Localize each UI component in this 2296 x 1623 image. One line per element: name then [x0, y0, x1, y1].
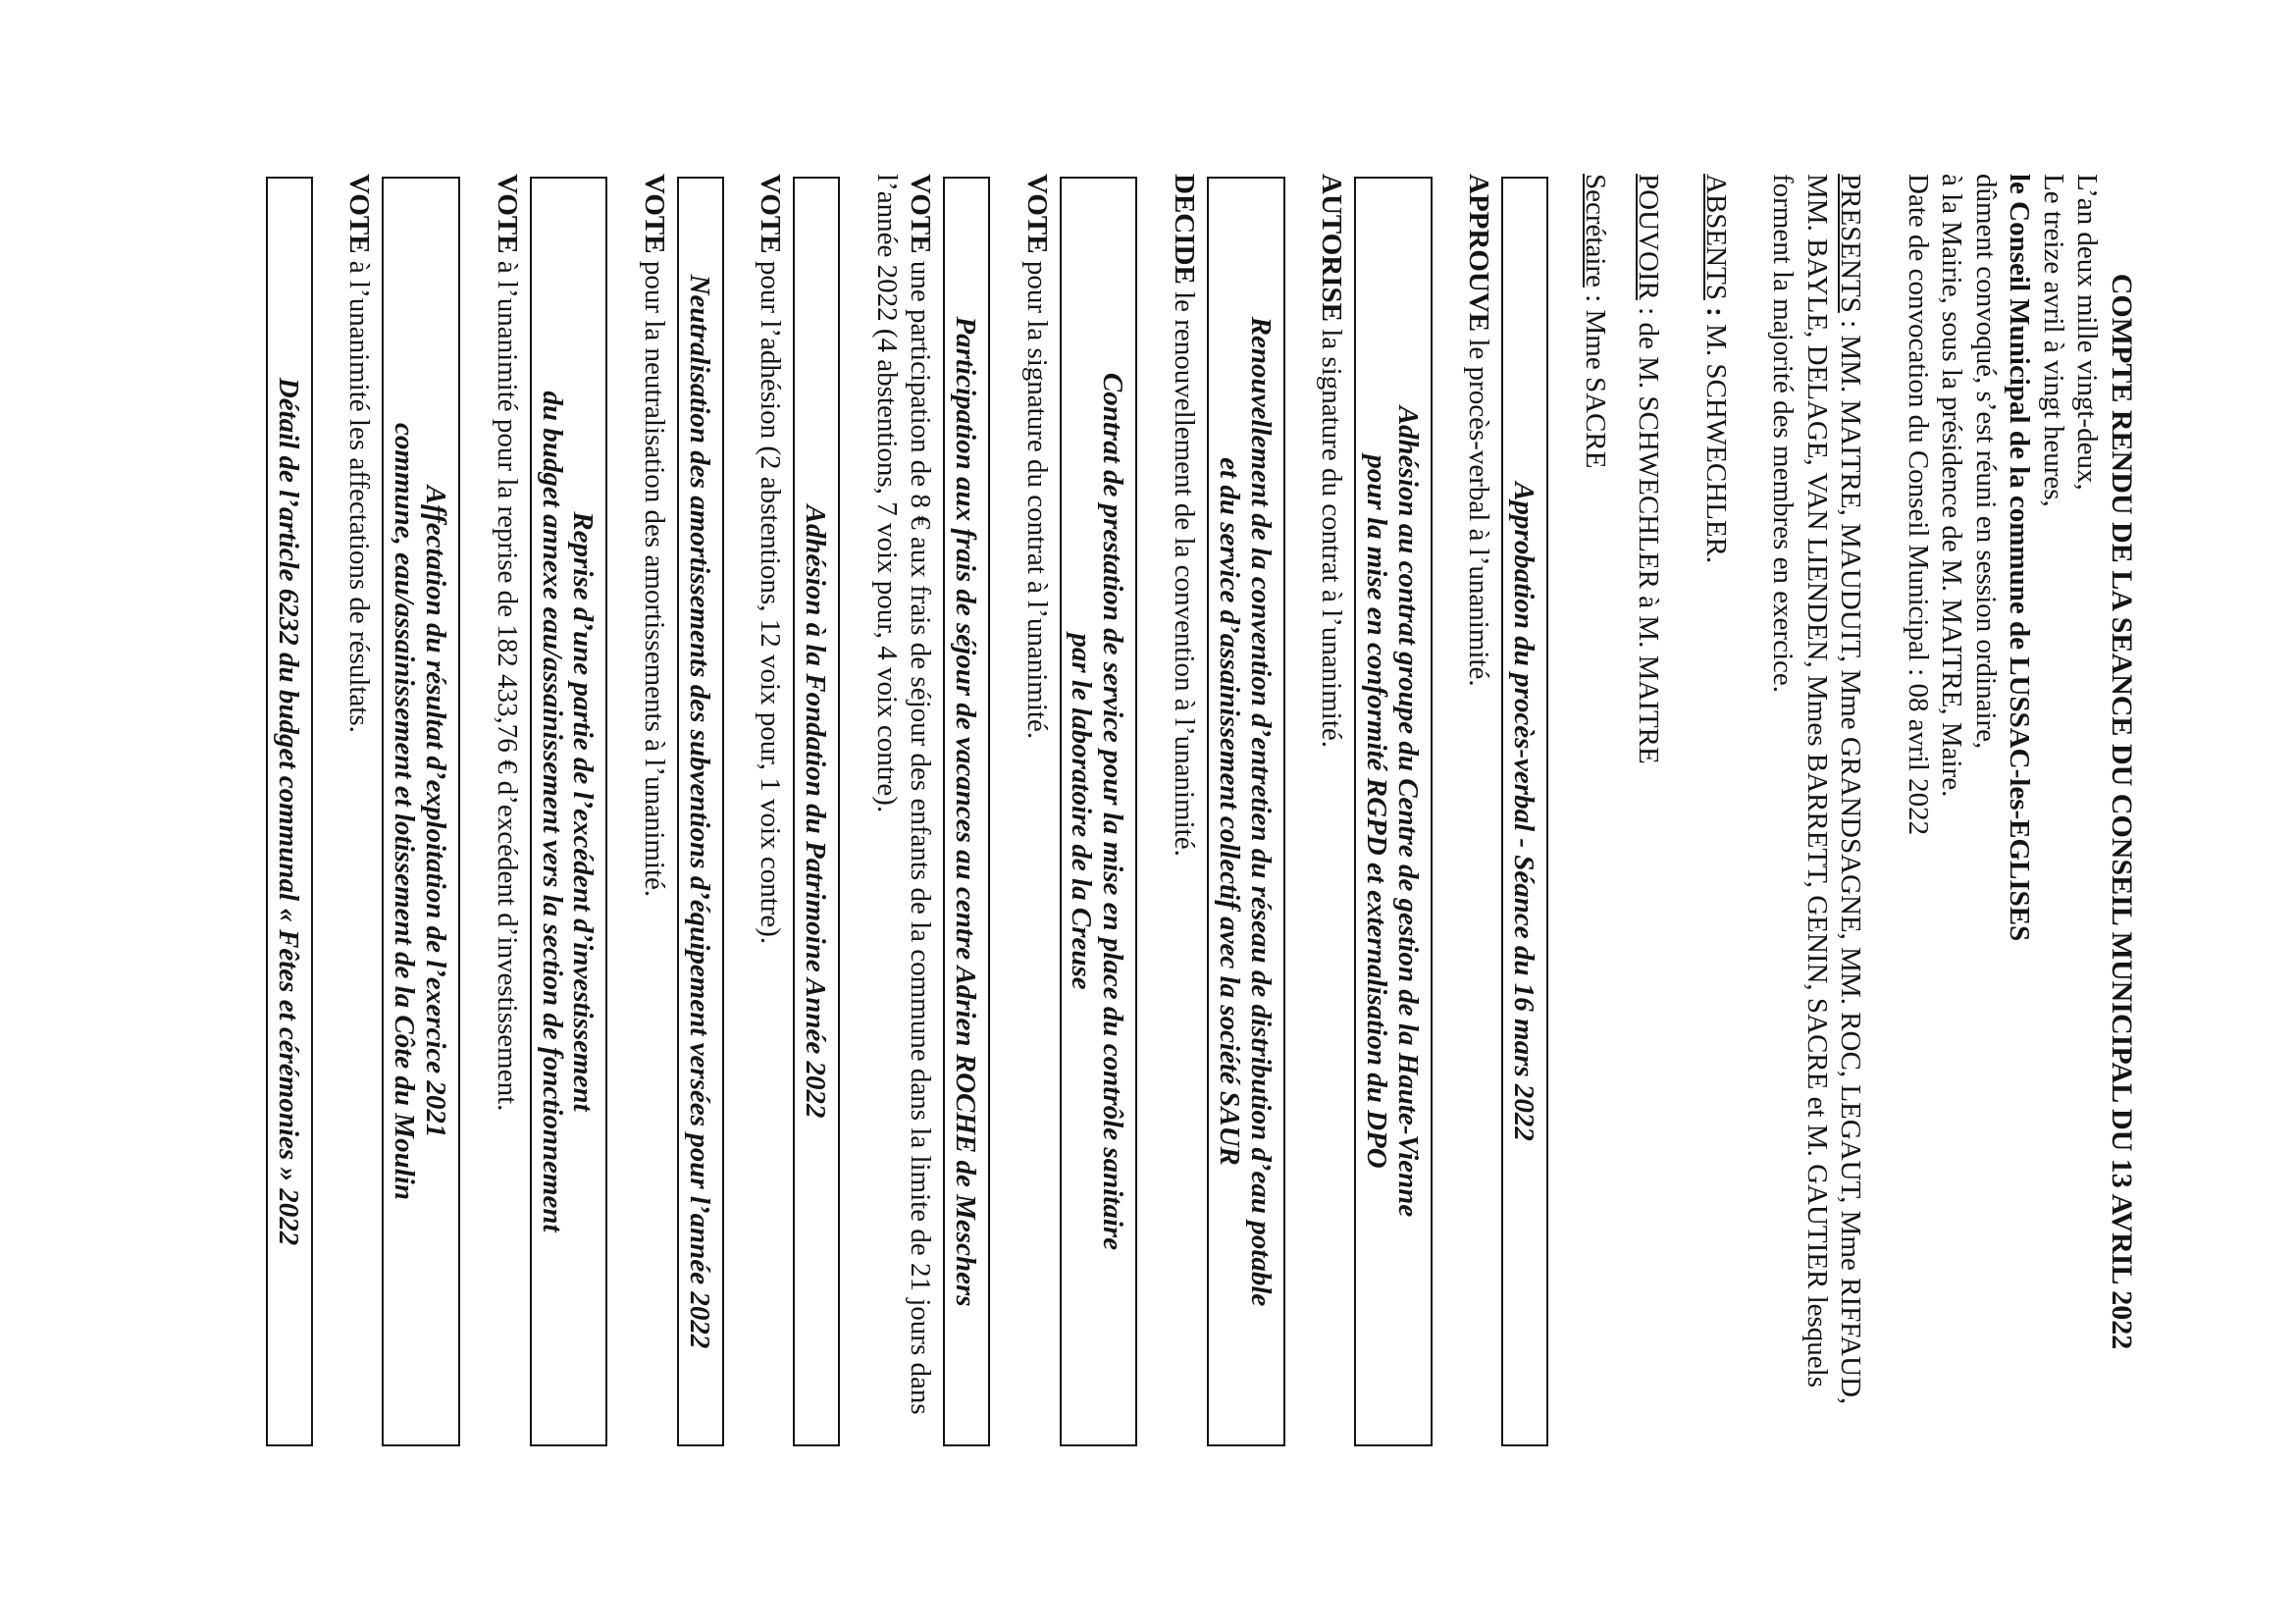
- decision-text: à l’unanimité les affectations de résultats.: [343, 253, 376, 733]
- section-heading-line: et du service d’assainissement collectif avec la société SAUR: [1213, 457, 1245, 1166]
- section-heading-line: commune, eau/assainissement et lotissement de la Côte du Moulin: [389, 423, 421, 1200]
- decision-text: une participation de 8 € aux frais de séjour des enfants de la commune dans la limite de 21 jours dans l’année 2022 (4 abstentions, 7 voix pour, 4 voix contre).: [870, 174, 937, 1415]
- decision-keyword: DECIDE: [1168, 174, 1200, 285]
- section-decision: [637, 174, 671, 1449]
- convocation-date: Date de convocation du Conseil Municipal : 08 avril 2022: [1902, 174, 1934, 836]
- decision-text: le renouvellement de la convention à l’unanimité.: [1168, 284, 1200, 857]
- pouvoir-label: POUVOIR: [1633, 174, 1665, 300]
- section-heading-line: Participation aux frais de séjour de vacances au centre Adrien ROCHE de Meschers: [950, 316, 982, 1307]
- section-decision: [1167, 174, 1201, 1449]
- document-title: COMPTE RENDU DE LA SEANCE DU CONSEIL MUNICIPAL DU 13 AVRIL 2022: [2106, 273, 2138, 1350]
- absents-paragraph: [1698, 174, 1733, 1449]
- presents-text: : MM. MAITRE, MAUDUIT, Mme GRANDSAGNE, MM. ROC, LEGAUT, Mme RIFFAUD, MM. BAYLE, DELAGE, VAN LIENDEN, Mmes BARRETT, GENIN, SACRE et M. GAUTIER lesquels forment la majorité des membres en exercice.: [1767, 174, 1867, 1405]
- pouvoir-text: : de M. SCHWECHLER à M. MAITRE: [1633, 299, 1665, 764]
- section-heading-line: Détail de l’article 6232 du budget communal « Fêtes et cérémonies » 2022: [272, 377, 304, 1246]
- section-decision: [869, 174, 937, 1449]
- decision-text: à l’unanimité pour la reprise de 182 433,76 € d’excédent d’investissement.: [491, 253, 523, 1112]
- section-heading-box: [1207, 177, 1285, 1446]
- section-heading-box: [382, 177, 460, 1446]
- presents-paragraph: [1766, 174, 1868, 1449]
- section-heading-line: pour la mise en conformité RGPD et externalisation du DPO: [1361, 454, 1393, 1169]
- section-heading-line: Renouvellement de la convention d’entretien du réseau de distribution d’eau potable: [1244, 316, 1277, 1307]
- decision-keyword: VOTE: [905, 174, 937, 254]
- section-decision: [490, 174, 524, 1449]
- decision-text: le procès-verbal à l’unanimité.: [1463, 332, 1495, 687]
- section-heading-box: [677, 177, 724, 1446]
- preamble-line: à la Mairie, sous la présidence de M. MAITRE, Maire.: [1936, 174, 1968, 798]
- section-decision: [1019, 174, 1054, 1449]
- secretaire-text: : Mme SACRE: [1579, 287, 1611, 469]
- decision-keyword: VOTE: [491, 174, 523, 254]
- decision-text: pour la signature du contrat à l’unanimité.: [1020, 253, 1053, 740]
- section-heading-line: par le laboratoire de la Creuse: [1066, 633, 1098, 990]
- section-heading-line: Approbation du procès-verbal - Séance du 16 mars 2022: [1508, 482, 1540, 1141]
- decision-keyword: VOTE: [638, 174, 670, 254]
- preamble-line: Le treize avril à vingt heures,: [2037, 174, 2069, 507]
- decision-keyword: AUTORISE: [1316, 174, 1348, 322]
- council-name: le Conseil Municipal de la commune de LUSSAC-les-EGLISES: [2004, 174, 2036, 942]
- section-decision: [342, 174, 377, 1449]
- section-heading-box: [793, 177, 840, 1446]
- preamble-line: dûment convoqué, s’est réuni en session ordinaire,: [1969, 174, 2002, 750]
- section-decision: [754, 174, 788, 1449]
- secretaire-paragraph: [1578, 174, 1612, 1449]
- section-heading-line: Adhésion au contrat groupe du Centre de gestion de la Haute-Vienne: [1391, 405, 1424, 1218]
- deliberations-list: [266, 174, 1548, 1449]
- section-heading-line: Reprise d’une partie de l’excédent d’investissement: [567, 511, 600, 1112]
- decision-keyword: APPROUVE: [1463, 174, 1495, 333]
- presents-label: PRESENTS: [1835, 174, 1867, 313]
- section-heading-box: [943, 177, 990, 1446]
- pouvoir-paragraph: [1632, 174, 1666, 1449]
- section-heading-line: Neutralisation des amortissements des subventions d’équipement versées pour l’année 2022: [683, 274, 715, 1349]
- section-heading-box: [530, 177, 608, 1446]
- section-heading-line: Adhésion à la Fondation du Patrimoine Année 2022: [800, 504, 832, 1119]
- section-heading-line: Affectation du résultat d’exploitation de l’exercice 2021: [420, 485, 452, 1138]
- document-page: [118, 115, 2178, 1508]
- absents-label: ABSENTS: [1699, 174, 1732, 300]
- absents-colon: :: [1699, 299, 1732, 317]
- decision-keyword: VOTE: [755, 174, 787, 254]
- section-heading-line: du budget annexe eau/assainissement vers la section de fonctionnement: [536, 391, 568, 1232]
- secretaire-label: Secrétaire: [1579, 174, 1611, 288]
- section-heading-box: [1501, 177, 1548, 1446]
- decision-text: pour l’adhésion (2 abstentions, 12 voix pour, 1 voix contre).: [755, 253, 787, 945]
- section-heading-line: Contrat de prestation de service pour la mise en place du contrôle sanitaire: [1097, 372, 1129, 1251]
- section-decision: [1462, 174, 1496, 1449]
- decision-keyword: VOTE: [343, 174, 376, 254]
- decision-text: la signature du contrat à l’unanimité.: [1316, 321, 1348, 749]
- section-heading-box: [1354, 177, 1433, 1446]
- absents-text: M. SCHWECHLER.: [1699, 316, 1732, 564]
- decision-text: pour la neutralisation des amortissements à l’unanimité.: [638, 253, 670, 898]
- preamble-line: L’an deux mille vingt-deux,: [2071, 174, 2104, 491]
- decision-keyword: VOTE: [1020, 174, 1053, 254]
- section-heading-box: [1060, 177, 1138, 1446]
- section-decision: [1315, 174, 1349, 1449]
- section-heading-box: [266, 177, 313, 1446]
